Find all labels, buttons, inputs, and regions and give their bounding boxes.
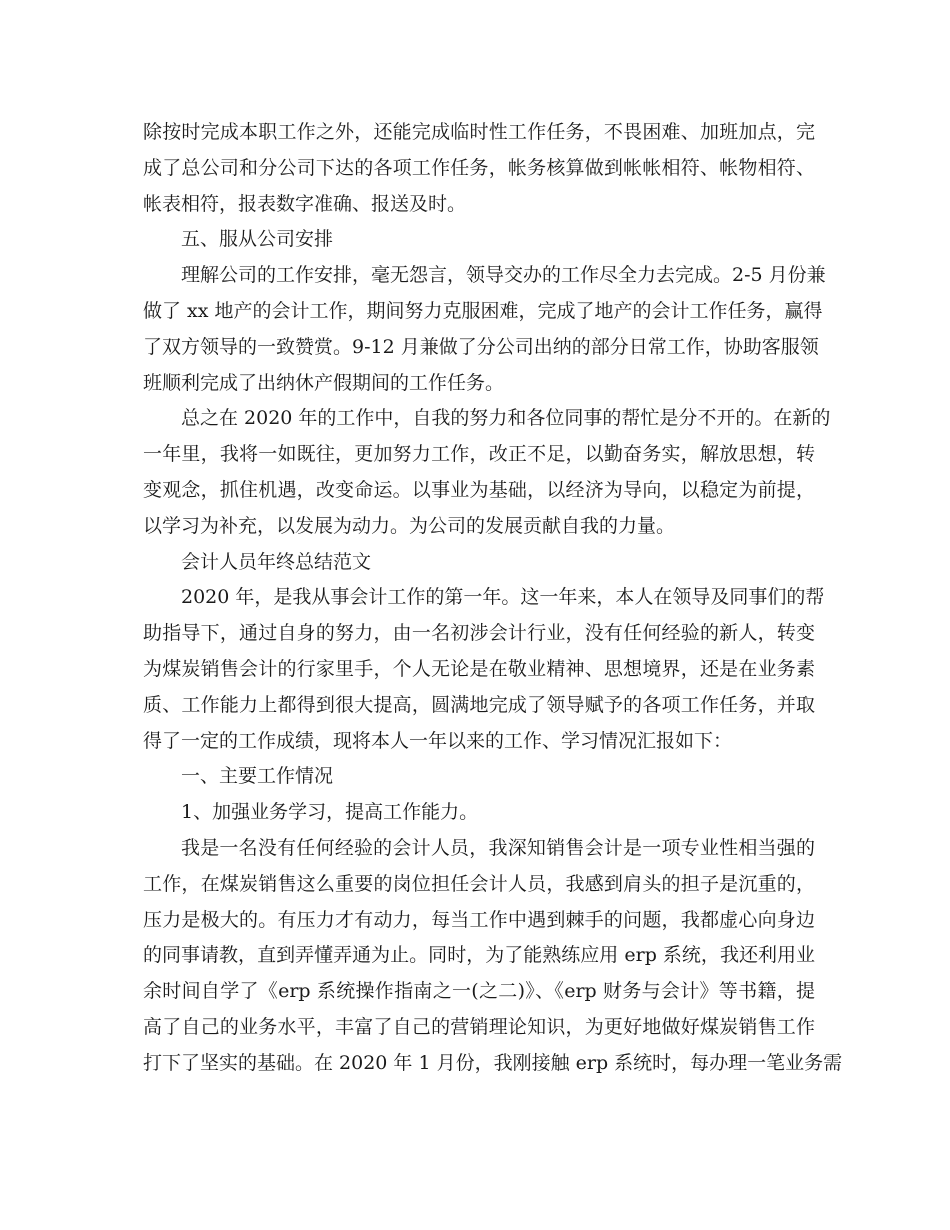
body-line: 压力是极大的。有压力才有动力，每当工作中遇到棘手的问题，我都虚心向身边 (143, 908, 815, 931)
body-line: 工作，在煤炭销售这么重要的岗位担任会计人员，我感到肩头的担子是沉重的， (143, 872, 815, 895)
body-line: 总之在 2020 年的工作中，自我的努力和各位同事的帮忙是分不开的。在新的 (181, 407, 831, 430)
body-line: 理解公司的工作安排，毫无怨言，领导交办的工作尽全力去完成。2-5 月份兼 (181, 264, 826, 287)
body-line: 除按时完成本职工作之外，还能完成临时性工作任务，不畏困难、加班加点，完 (143, 121, 815, 143)
section-heading: 一、主要工作情况 (181, 765, 334, 788)
body-line: 以学习为补充，以发展为动力。为公司的发展贡献自我的力量。 (143, 514, 676, 537)
section-heading: 会计人员年终总结范文 (181, 550, 372, 573)
body-line: 成了总公司和分公司下达的各项工作任务，帐务核算做到帐帐相符、帐物相符、 (143, 156, 815, 179)
body-line: 为煤炭销售会计的行家里手，个人无论是在敬业精神、思想境界，还是在业务素 (143, 657, 815, 680)
body-line: 一年里，我将一如既往，更加努力工作，改正不足，以勤奋务实，解放思想，转 (143, 443, 815, 466)
section-heading: 五、服从公司安排 (181, 228, 334, 251)
body-line: 高了自己的业务水平，丰富了自己的营销理论知识，为更好地做好煤炭销售工作 (143, 1015, 815, 1038)
subsection-heading: 1、加强业务学习，提高工作能力。 (181, 801, 479, 824)
body-line: 我是一名没有任何经验的会计人员，我深知销售会计是一项专业性相当强的 (181, 836, 815, 859)
body-line: 打下了坚实的基础。在 2020 年 1 月份，我刚接触 erp 系统时，每办理一笔业务需 (143, 1051, 843, 1074)
document-body (143, 115, 843, 1082)
body-line: 做了 xx 地产的会计工作，期间努力克服困难，完成了地产的会计工作任务，赢得 (143, 299, 823, 322)
body-line: 2020 年，是我从事会计工作的第一年。这一年来，本人在领导及同事们的帮 (181, 586, 825, 609)
body-line: 得了一定的工作成绩，现将本人一年以来的工作、学习情况汇报如下： (143, 729, 733, 752)
body-line: 质、工作能力上都得到很大提高，圆满地完成了领导赋予的各项工作任务，并取 (143, 693, 815, 716)
body-line: 的同事请教，直到弄懂弄通为止。同时，为了能熟练应用 erp 系统，我还利用业 (143, 944, 815, 967)
body-line: 班顺利完成了出纳休产假期间的工作任务。 (143, 371, 505, 394)
body-line: 变观念，抓住机遇，改变命运。以事业为基础，以经济为导向，以稳定为前提， (143, 478, 815, 501)
body-line: 了双方领导的一致赞赏。9-12 月兼做了分公司出纳的部分日常工作，协助客服领 (143, 335, 819, 358)
body-line: 余时间自学了《erp 系统操作指南之一(之二)》、《erp 财务与会计》等书籍，提 (143, 980, 815, 1003)
body-line: 助指导下，通过自身的努力，由一名初涉会计行业，没有任何经验的新人，转变 (143, 622, 815, 645)
body-line: 帐表相符，报表数字准确、报送及时。 (143, 192, 467, 215)
